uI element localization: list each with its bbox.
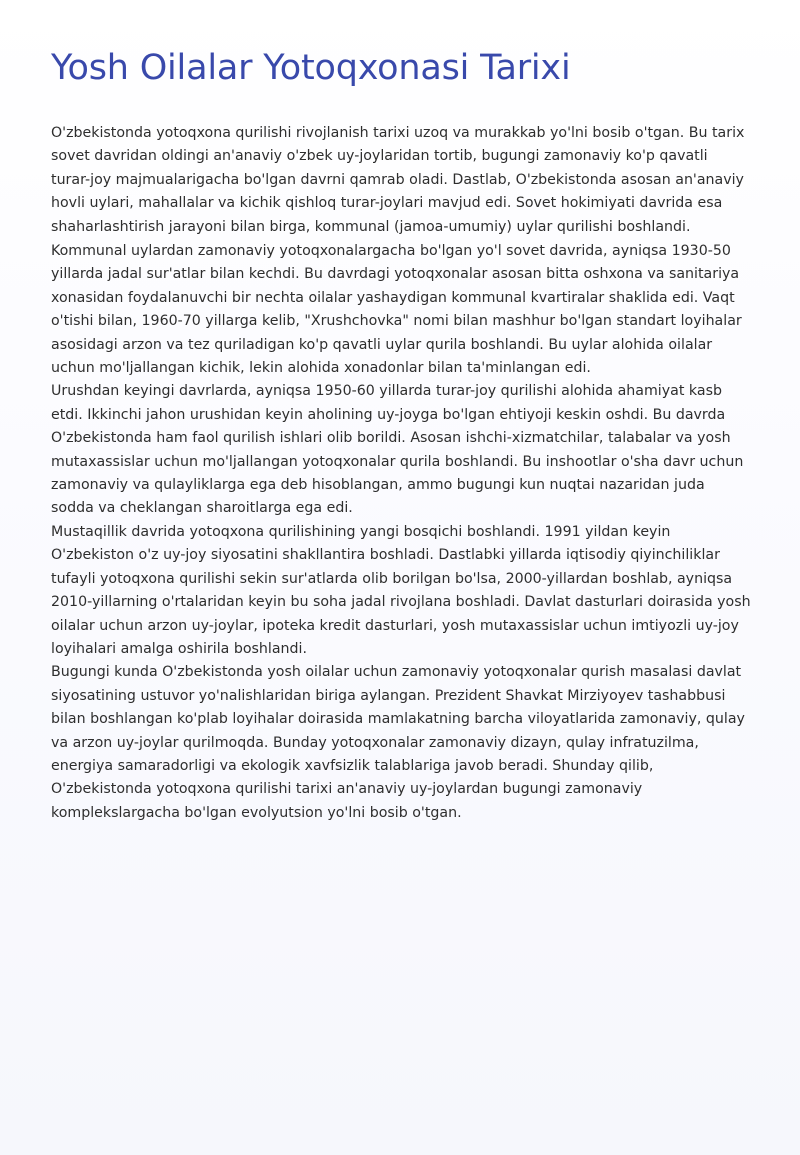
paragraph-4: Mustaqillik davrida yotoqxona qurilishining yangi bosqichi boshlandi. 1991 yildan keyin O'zbekiston o'z uy-joy siyosatini shakllantira boshladi. Dastlabki yillarda iqtisodiy qiyinchiliklar tufayli yotoqxona qurilishi sekin sur'atlarda olib borilgan bo'lsa, 2000-yillardan boshlab, ayniqsa 2010-yillarning o'rtalaridan keyin bu soha jadal rivojlana boshladi. Davlat dasturlari doirasida yosh oilalar uchun arzon uy-joylar, ipoteka kredit dasturlari, yosh mutaxassislar uchun imtiyozli uy-joy loyihalari amalga oshirila boshlandi.: [51, 523, 751, 657]
paragraph-3: Urushdan keyingi davrlarda, ayniqsa 1950-60 yillarda turar-joy qurilishi alohida ahamiyat kasb etdi. Ikkinchi jahon urushidan keyin aholining uy-joyga bo'lgan ehtiyoji keskin oshdi. Bu davrda O'zbekistonda ham faol qurilish ishlari olib borildi. Asosan ishchi-xizmatchilar, talabalar va yosh mutaxassislar uchun mo'ljallangan yotoqxonalar qurila boshlandi. Bu inshootlar o'sha davr uchun zamonaviy va qulayliklarga ega deb hisoblangan, ammo bugungi kun nuqtai nazaridan juda sodda va cheklangan sharoitlarga ega edi.: [51, 383, 744, 517]
document-title: Yosh Oilalar Yotoqxonasi Tarixi: [51, 48, 571, 88]
paragraph-2: Kommunal uylardan zamonaviy yotoqxonalargacha bo'lgan yo'l sovet davrida, ayniqsa 1930-50 yillarda jadal sur'atlar bilan kechdi. Bu davrdagi yotoqxonalar asosan bitta oshxona va sanitariya xonasidan foydalanuvchi bir nechta oilalar yashaydigan kommunal kvartiralar shaklida edi. Vaqt o'tishi bilan, 1960-70 yillarga kelib, "Xrushchovka" nomi bilan mashhur bo'lgan standart loyihalar asosidagi arzon va tez quriladigan ko'p qavatli uylar qurila boshlandi. Bu uylar alohida oilalar uchun mo'ljallangan kichik, lekin alohida xonadonlar bilan ta'minlangan edi.: [51, 243, 742, 377]
document-body: [51, 122, 751, 825]
paragraph-5: Bugungi kunda O'zbekistonda yosh oilalar uchun zamonaviy yotoqxonalar qurish masalasi davlat siyosatining ustuvor yo'nalishlaridan biriga aylangan. Prezident Shavkat Mirziyoyev tashabbusi bilan boshlangan ko'plab loyihalar doirasida mamlakatning barcha viloyatlarida zamonaviy, qulay va arzon uy-joylar qurilmoqda. Bunday yotoqxonalar zamonaviy dizayn, qulay infratuzilma, energiya samaradorligi va ekologik xavfsizlik talablariga javob beradi. Shunday qilib, O'zbekistonda yotoqxona qurilishi tarixi an'anaviy uy-joylardan bugungi zamonaviy komplekslargacha bo'lgan evolyutsion yo'lni bosib o'tgan.: [51, 664, 745, 821]
paragraph-1: O'zbekistonda yotoqxona qurilishi rivojlanish tarixi uzoq va murakkab yo'lni bosib o'tgan. Bu tarix sovet davridan oldingi an'anaviy o'zbek uy-joylaridan tortib, bugungi zamonaviy ko'p qavatli turar-joy majmualarigacha bo'lgan davrni qamrab oladi. Dastlab, O'zbekistonda asosan an'anaviy hovli uylari, mahallalar va kichik qishloq turar-joylari mavjud edi. Sovet hokimiyati davrida esa shaharlashtirish jarayoni bilan birga, kommunal (jamoa-umumiy) uylar qurilishi boshlandi.: [51, 125, 745, 235]
